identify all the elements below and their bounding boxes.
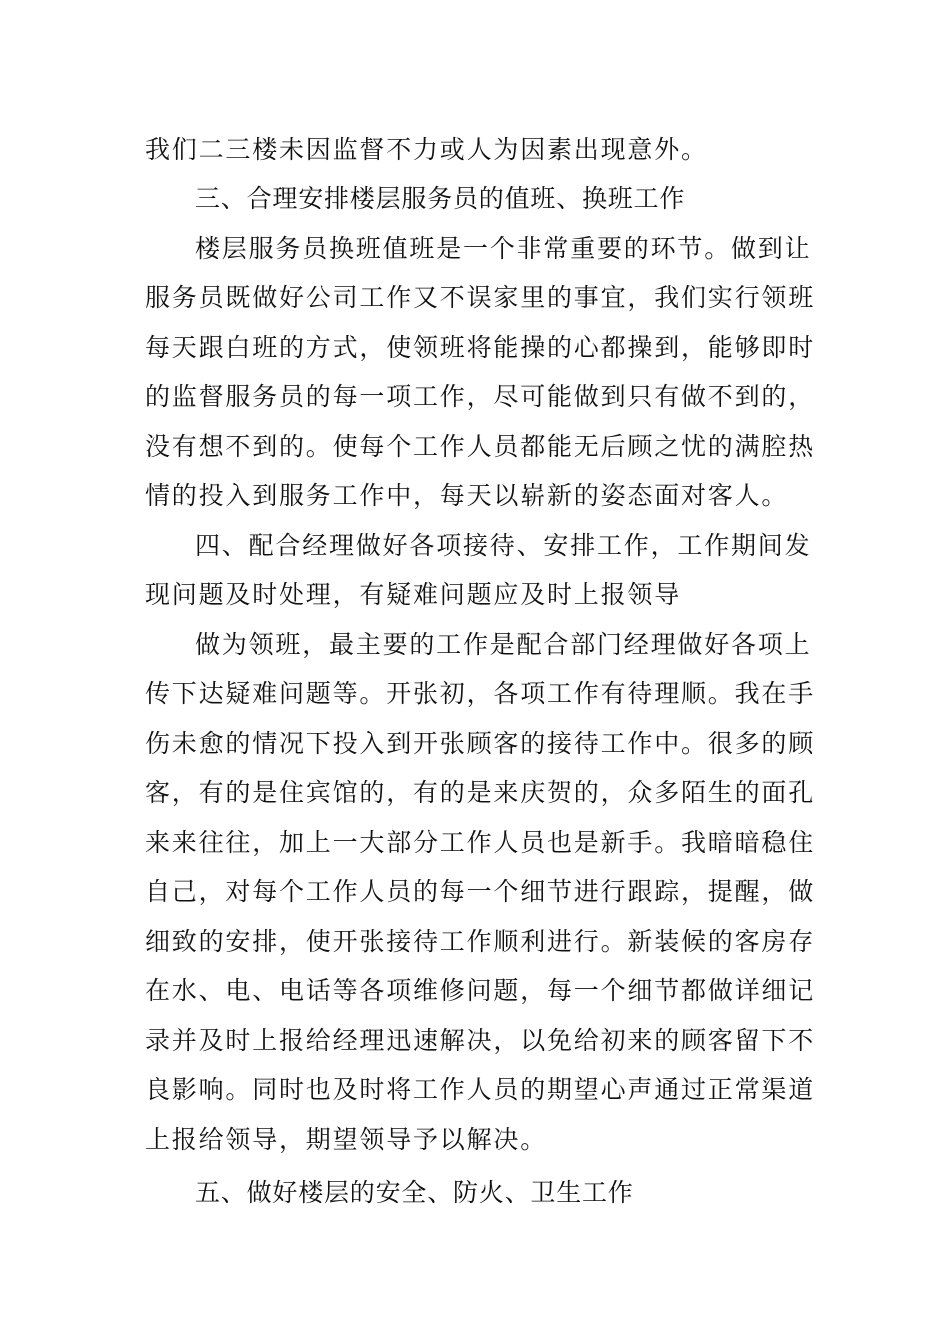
paragraph-line: 服务员既做好公司工作又不误家里的事宜，我们实行领班 — [145, 283, 816, 312]
paragraph-line: 每天跟白班的方式，使领班将能操的心都操到，能够即时 — [145, 333, 816, 362]
section-heading-four: 四、配合经理做好各项接待、安排工作，工作期间发 — [195, 531, 812, 560]
paragraph-line: 自己，对每个工作人员的每一个细节进行跟踪，提醒，做 — [145, 877, 816, 906]
paragraph-line: 没有想不到的。使每个工作人员都能无后顾之忧的满腔热 — [145, 432, 816, 461]
paragraph-line: 录并及时上报给经理迅速解决，以免给初来的顾客留下不 — [145, 1026, 816, 1055]
paragraph-line: 做为领班，最主要的工作是配合部门经理做好各项上 — [195, 630, 812, 659]
paragraph-line: 传下达疑难问题等。开张初，各项工作有待理顺。我在手 — [145, 679, 816, 708]
paragraph-line: 来来往往，加上一大部分工作人员也是新手。我暗暗稳住 — [145, 828, 816, 857]
paragraph-line: 情的投入到服务工作中，每天以崭新的姿态面对客人。 — [145, 481, 789, 510]
paragraph-line: 我们二三楼未因监督不力或人为因素出现意外。 — [145, 135, 708, 164]
paragraph-line: 细致的安排，使开张接待工作顺利进行。新装候的客房存 — [145, 927, 816, 956]
section-heading-five: 五、做好楼层的安全、防火、卫生工作 — [195, 1178, 634, 1207]
paragraph-line: 良影响。同时也及时将工作人员的期望心声通过正常渠道 — [145, 1075, 816, 1104]
paragraph-line: 伤未愈的情况下投入到开张顾客的接待工作中。很多的顾 — [145, 729, 816, 758]
paragraph-line: 在水、电、电话等各项维修问题，每一个细节都做详细记 — [145, 976, 816, 1005]
paragraph-line: 客，有的是住宾馆的，有的是来庆贺的，众多陌生的面孔 — [145, 778, 816, 807]
paragraph-line: 上报给领导，期望领导予以解决。 — [145, 1125, 548, 1154]
section-heading-four-cont: 现问题及时处理，有疑难问题应及时上报领导 — [145, 580, 682, 609]
paragraph-line: 楼层服务员换班值班是一个非常重要的环节。做到让 — [195, 234, 812, 263]
paragraph-line: 的监督服务员的每一项工作，尽可能做到只有做不到的， — [145, 382, 816, 411]
section-heading-three: 三、合理安排楼层服务员的值班、换班工作 — [195, 184, 686, 213]
